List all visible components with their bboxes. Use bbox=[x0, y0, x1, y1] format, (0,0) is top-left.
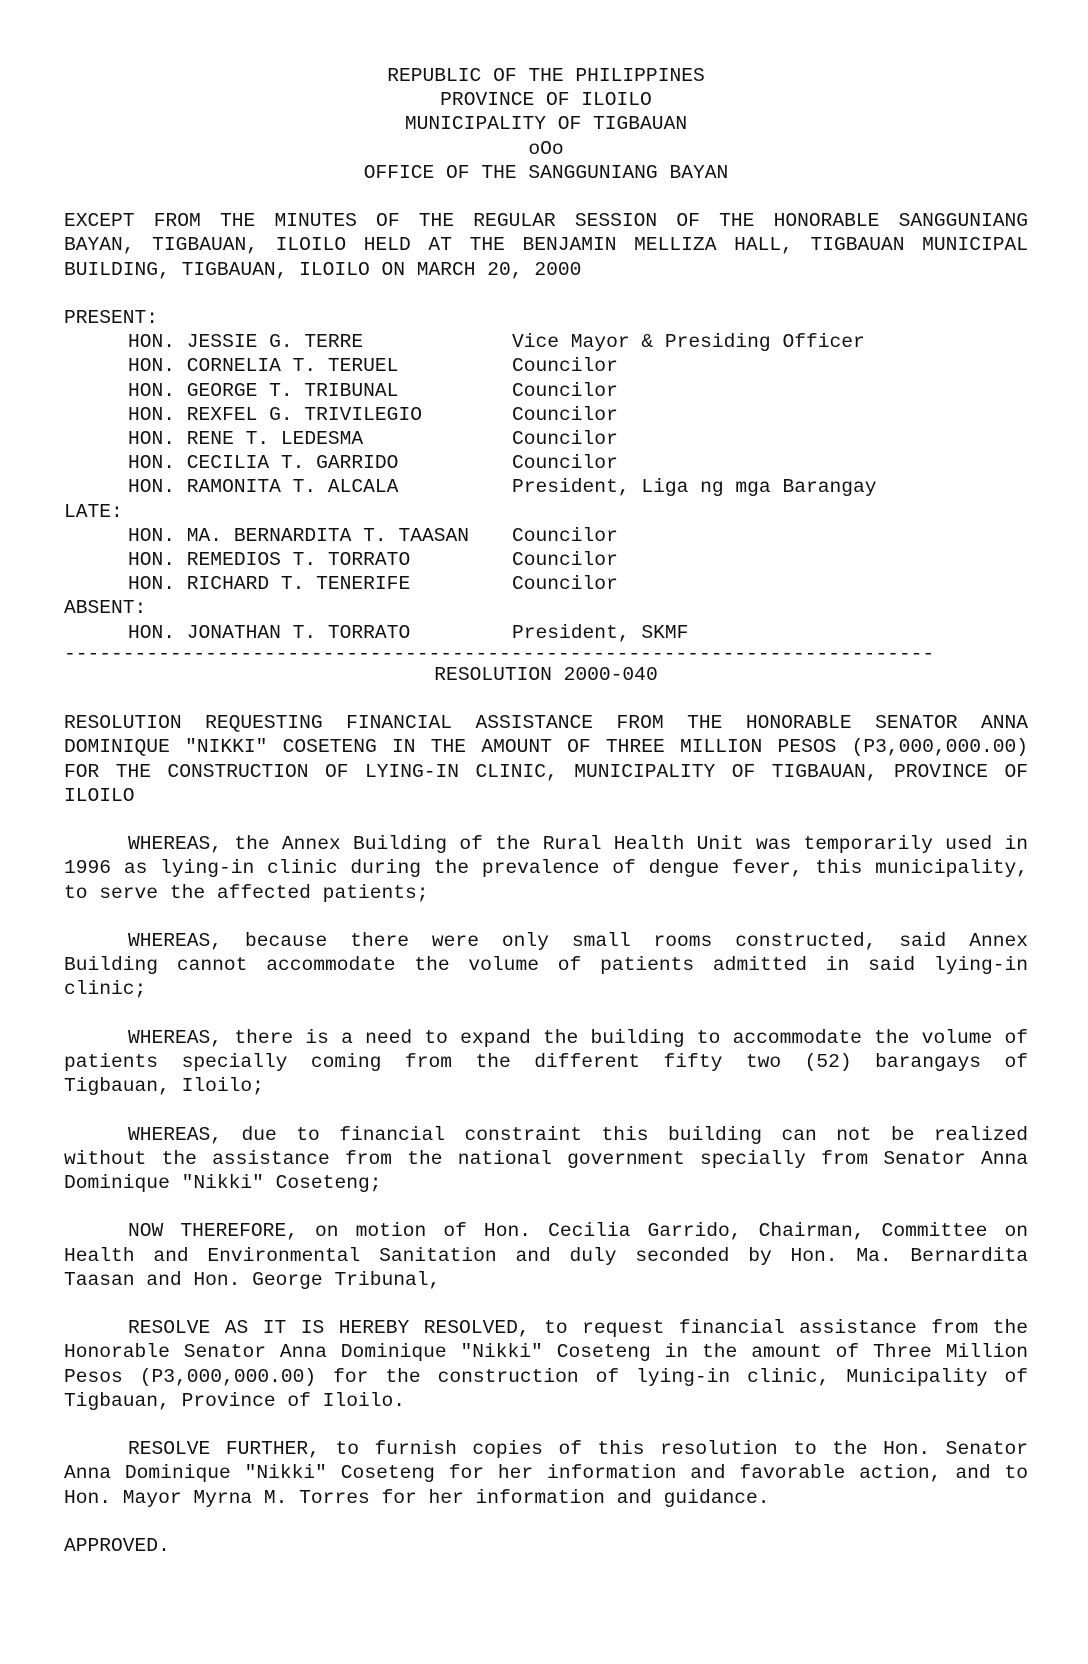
letterhead-municipality: MUNICIPALITY OF TIGBAUAN bbox=[404, 113, 688, 136]
member-role: President, SKMF bbox=[512, 621, 689, 644]
resolution-paragraph: NOW THEREFORE, on motion of Hon. Cecilia Garrido, Chairman, Committee on Health and Environmental Sanitation and duly seconded by Hon. Ma. Bernardita Taasan and Hon. George Tribunal, bbox=[64, 1220, 1028, 1291]
present-label: PRESENT: bbox=[64, 307, 159, 329]
member-role: Councilor bbox=[512, 403, 618, 426]
member-name: HON. JESSIE G. TERRE bbox=[128, 331, 364, 354]
absent-members bbox=[64, 621, 1028, 645]
spacer bbox=[64, 905, 1028, 929]
spacer bbox=[64, 282, 1028, 306]
spacer bbox=[64, 1002, 1028, 1026]
resolution-title: RESOLUTION REQUESTING FINANCIAL ASSISTANCE FROM THE HONORABLE SENATOR ANNA DOMINIQUE "NIKKI" COSETENG IN THE AMOUNT OF THREE MILLION PESOS (P3,000,000.00) FOR THE CONSTRUCTION OF LYING-IN CLINIC, MUNICIPALITY OF TIGBAUAN, PROVINCE OF ILOILO bbox=[64, 712, 1028, 807]
member-role: Councilor bbox=[512, 573, 618, 596]
resolution-number: RESOLUTION 2000-040 bbox=[434, 663, 658, 686]
member-row bbox=[64, 451, 1028, 475]
member-row bbox=[64, 621, 1028, 645]
member-row bbox=[64, 524, 1028, 548]
member-name: HON. REMEDIOS T. TORRATO bbox=[128, 549, 411, 572]
attendance-list bbox=[64, 306, 1028, 645]
member-name: HON. CECILIA T. GARRIDO bbox=[128, 452, 399, 475]
spacer bbox=[64, 1292, 1028, 1316]
letterhead-ornament: oOo bbox=[528, 137, 564, 160]
member-row bbox=[64, 572, 1028, 596]
resolution-body bbox=[64, 808, 1028, 1510]
spacer bbox=[64, 808, 1028, 832]
member-row bbox=[64, 475, 1028, 499]
member-name: HON. MA. BERNARDITA T. TAASAN bbox=[128, 524, 469, 547]
late-members bbox=[64, 524, 1028, 597]
member-row bbox=[64, 548, 1028, 572]
spacer bbox=[64, 687, 1028, 711]
member-row bbox=[64, 354, 1028, 378]
spacer bbox=[64, 1098, 1028, 1122]
member-row bbox=[64, 403, 1028, 427]
member-row bbox=[64, 427, 1028, 451]
resolution-paragraph: RESOLVE FURTHER, to furnish copies of this resolution to the Hon. Senator Anna Dominique "Nikki" Coseteng for her information and favorable action, and to Hon. Mayor Myrna M. Torres for her information and guidance. bbox=[64, 1438, 1028, 1509]
late-label: LATE: bbox=[64, 500, 123, 523]
resolution-paragraph: WHEREAS, there is a need to expand the building to accommodate the volume of patients specially coming from the different fifty two (52) barangays of Tigbauan, Iloilo; bbox=[64, 1026, 1028, 1098]
member-name: HON. GEORGE T. TRIBUNAL bbox=[128, 379, 399, 402]
spacer bbox=[64, 1510, 1028, 1534]
member-name: HON. REXFEL G. TRIVILEGIO bbox=[128, 403, 422, 426]
member-role: Councilor bbox=[512, 379, 618, 402]
member-role: Vice Mayor & Presiding Officer bbox=[512, 331, 865, 354]
member-role: Councilor bbox=[512, 549, 618, 572]
spacer bbox=[64, 185, 1028, 209]
resolution-paragraph: RESOLVE AS IT IS HEREBY RESOLVED, to request financial assistance from the Honorable Senator Anna Dominique "Nikki" Coseteng in the amount of Three Million Pesos (P3,000,000.00) for the construction of lying-in clinic, Municipality of Tigbauan, Province of Iloilo. bbox=[64, 1317, 1028, 1412]
letterhead-republic: REPUBLIC OF THE PHILIPPINES bbox=[387, 65, 705, 87]
member-name: HON. RAMONITA T. ALCALA bbox=[128, 476, 399, 499]
letterhead-office: OFFICE OF THE SANGGUNIANG BAYAN bbox=[363, 161, 729, 184]
member-role: President, Liga ng mga Barangay bbox=[512, 476, 877, 499]
spacer bbox=[64, 1195, 1028, 1219]
member-role: Councilor bbox=[512, 524, 618, 547]
member-row bbox=[64, 330, 1028, 354]
minutes-excerpt: EXCEPT FROM THE MINUTES OF THE REGULAR SESSION OF THE HONORABLE SANGGUNIANG BAYAN, TIGBAUAN, ILOILO HELD AT THE BENJAMIN MELLIZA HALL, TIGBAUAN MUNICIPAL BUILDING, TIGBAUAN, ILOILO ON MARCH 20, 2000 bbox=[64, 210, 1028, 281]
member-row bbox=[64, 379, 1028, 403]
absent-label: ABSENT: bbox=[64, 597, 147, 620]
member-name: HON. RICHARD T. TENERIFE bbox=[128, 573, 411, 596]
resolution-paragraph: WHEREAS, because there were only small rooms constructed, said Annex Building cannot accommodate the volume of patients admitted in said lying-in clinic; bbox=[64, 930, 1028, 1001]
member-name: HON. JONATHAN T. TORRATO bbox=[128, 621, 411, 644]
member-name: HON. CORNELIA T. TERUEL bbox=[128, 355, 399, 378]
member-name: HON. RENE T. LEDESMA bbox=[128, 428, 364, 451]
resolution-paragraph: WHEREAS, the Annex Building of the Rural Health Unit was temporarily used in 1996 as lying-in clinic during the prevalence of dengue fever, this municipality, to serve the affected patients; bbox=[64, 833, 1028, 904]
document-page bbox=[64, 64, 1028, 1558]
letterhead-province: PROVINCE OF ILOILO bbox=[440, 89, 652, 112]
spacer bbox=[64, 1413, 1028, 1437]
section-divider: -------------------------------------------------------------------------- bbox=[64, 644, 935, 663]
approval-statement: APPROVED. bbox=[64, 1535, 170, 1558]
member-role: Councilor bbox=[512, 428, 618, 451]
letterhead bbox=[64, 64, 1028, 185]
resolution-paragraph: WHEREAS, due to financial constraint this building can not be realized without the assistance from the national government specially from Senator Anna Dominique "Nikki" Coseteng; bbox=[64, 1123, 1028, 1195]
member-role: Councilor bbox=[512, 355, 618, 378]
member-role: Councilor bbox=[512, 452, 618, 475]
present-members bbox=[64, 330, 1028, 499]
